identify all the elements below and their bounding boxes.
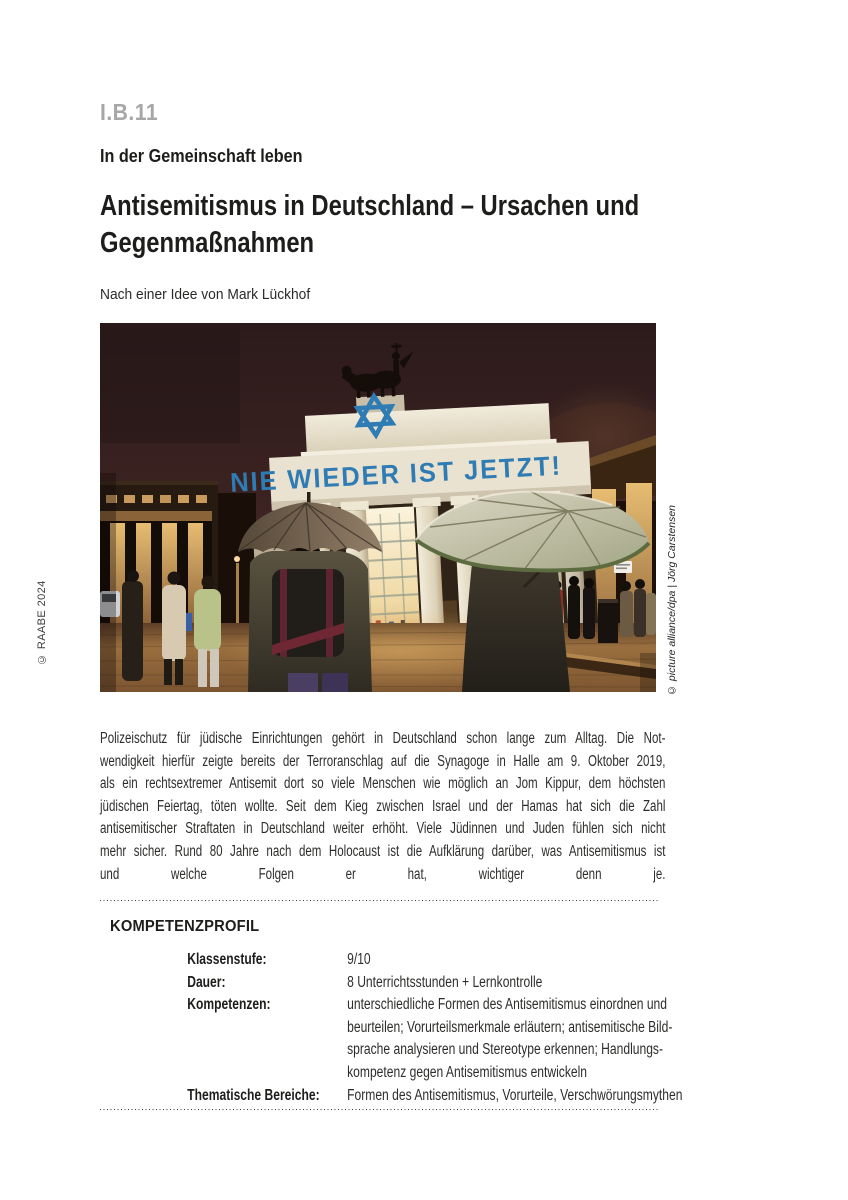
page-title-line1: Antisemitismus in Deutschland – Ursachen und — [100, 190, 640, 222]
intro-line: mehr sicher. Rund 80 Jahre nach dem Holocaust ist die Aufklärung darüber, was Antisemitismus ist — [100, 842, 666, 860]
row-label-dauer: Dauer: — [187, 973, 226, 991]
row-value-thematische-bereiche: Formen des Antisemitismus, Vorurteile, Verschwörungsmythen — [347, 1086, 683, 1104]
row-label-kompetenzen: Kompetenzen: — [187, 996, 271, 1014]
row-value-klassenstufe: 9/10 — [347, 951, 371, 968]
intro-line: und welche Folgen er hat, wichtiger denn je. — [100, 865, 666, 883]
divider-dotted-top — [100, 900, 658, 902]
vignette-right — [640, 653, 656, 692]
person-with-backpack — [238, 492, 383, 692]
kompetenzprofil-table — [187, 949, 735, 1107]
row-label-thematische-bereiche: Thematische Bereiche: — [187, 1086, 320, 1104]
hero-photo — [100, 323, 656, 692]
row-value-dauer: 8 Unterrichtsstunden + Lernkontrolle — [347, 973, 543, 991]
intro-line: Polizeischutz für jüdische Einrichtungen gehört in Deutschland schon lange zum Alltag. Die Not- — [100, 730, 666, 747]
divider-dotted-bottom — [100, 1109, 658, 1111]
byline: Nach einer Idee von Mark Lückhof — [100, 286, 311, 303]
series-title: In der Gemeinschaft leben — [100, 146, 303, 166]
intro-line: wendigkeit hierfür zeigte bereits der Terroranschlag auf die Synagoge in Halle am 9. Oktober 2019, — [100, 752, 666, 770]
photo-credit: © picture alliance/dpa | Jörg Carstensen — [666, 505, 678, 696]
intro-line: antisemitischer Straftaten in Deutschland weiter erhöht. Viele Jüdinnen und Juden fühlen sich nicht — [100, 820, 666, 838]
intro-line: als ein rechtsextremer Antisemit dort so viele Menschen wie möglich an Jom Kippur, dem höchsten — [100, 775, 666, 793]
row-value-kompetenzen: unterschiedliche Formen des Antisemitismus einordnen und beurteilen; Vorurteilsmerkmale erläutern; antisemitische Bild- sprache analysieren und Stereotype erkennen; Handlungs- kompetenz gegen Antisemitismus entwickeln — [347, 996, 673, 1081]
unit-code: I.B.11 — [100, 99, 159, 125]
intro-line: jüdischen Feiertag, töten wollte. Seit dem Kieg zwischen Israel und der Hamas hat sich die Zahl — [100, 797, 666, 815]
vignette-left — [100, 473, 116, 692]
hero-photo-graphic — [100, 323, 656, 692]
kompetenzprofil-heading: KOMPETENZPROFIL — [110, 918, 260, 935]
page-title — [100, 188, 641, 262]
page-title-line2: Gegenmaßnahmen — [100, 227, 315, 259]
intro-paragraph — [100, 728, 665, 886]
publisher-copyright: © RAABE 2024 — [36, 580, 48, 665]
projection-text: NIE WIEDER IST JETZT! — [229, 449, 582, 498]
row-label-klassenstufe: Klassenstufe: — [187, 951, 267, 968]
